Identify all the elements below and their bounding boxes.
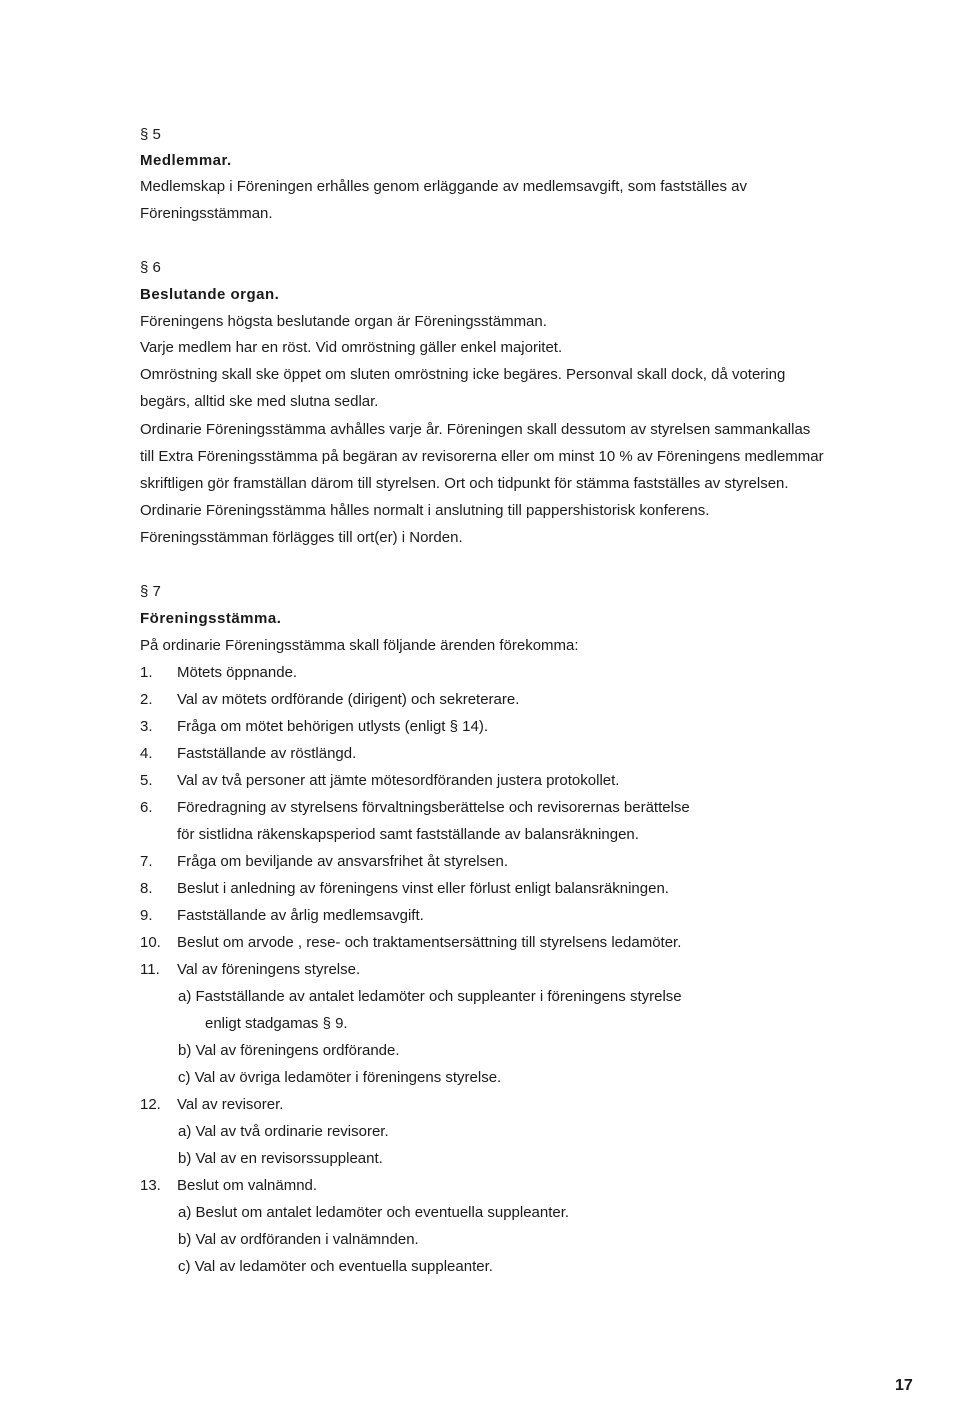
item-number: 5. xyxy=(140,772,153,789)
item-number: 3. xyxy=(140,718,153,735)
list-item: Fråga om mötet behörigen utlysts (enligt § 14). xyxy=(177,718,488,735)
sub-item: a) Beslut om antalet ledamöter och eventuella suppleanter. xyxy=(178,1204,570,1221)
item-number: 10. xyxy=(140,934,161,951)
item-number: 12. xyxy=(140,1096,161,1113)
paragraph-line: Medlemskap i Föreningen erhålles genom erläggande av medlemsavgift, som fastställes av xyxy=(140,178,747,195)
item-number: 8. xyxy=(140,880,153,897)
list-item: Fråga om beviljande av ansvarsfrihet åt styrelsen. xyxy=(177,853,508,870)
list-item: Fastställande av röstlängd. xyxy=(177,745,357,762)
paragraph-line: Ordinarie Föreningsstämma avhålles varje år. Föreningen skall dessutom av styrelsen sammankallas xyxy=(140,421,811,438)
list-item: Beslut om arvode , rese- och traktamentsersättning till styrelsens ledamöter. xyxy=(177,934,682,951)
item-number: 6. xyxy=(140,799,153,816)
paragraph-line: till Extra Föreningsstämma på begäran av revisorerna eller om minst 10 % av Föreningens medlemmar xyxy=(140,448,824,465)
sub-item-continuation: enligt stadgamas § 9. xyxy=(205,1015,348,1032)
paragraph-line: Ordinarie Föreningsstämma hålles normalt i anslutning till pappershistorisk konferens. xyxy=(140,502,710,519)
section-5-number: § 5 xyxy=(140,126,161,143)
sub-item: b) Val av föreningens ordförande. xyxy=(178,1042,400,1059)
item-number: 1. xyxy=(140,664,153,681)
sub-item: c) Val av övriga ledamöter i föreningens styrelse. xyxy=(178,1069,502,1086)
list-item: Val av föreningens styrelse. xyxy=(177,961,361,978)
sub-item: a) Fastställande av antalet ledamöter och suppleanter i föreningens styrelse xyxy=(178,988,682,1005)
list-item: Beslut i anledning av föreningens vinst eller förlust enligt balansräkningen. xyxy=(177,880,669,897)
list-item: Val av två personer att jämte mötesordföranden justera protokollet. xyxy=(177,772,620,789)
paragraph-line: begärs, alltid ske med slutna sedlar. xyxy=(140,393,379,410)
paragraph-line: skriftligen gör framställan därom till styrelsen. Ort och tidpunkt för stämma fastställes av styrelsen. xyxy=(140,475,789,492)
item-number: 4. xyxy=(140,745,153,762)
paragraph-line: Föreningsstämman. xyxy=(140,205,273,222)
list-item: Mötets öppnande. xyxy=(177,664,298,681)
page-number: 17 xyxy=(895,1377,913,1394)
list-item: Beslut om valnämnd. xyxy=(177,1177,318,1194)
list-item-continuation: för sistlidna räkenskapsperiod samt fastställande av balansräkningen. xyxy=(177,826,639,843)
sub-item: b) Val av en revisorssuppleant. xyxy=(178,1150,383,1167)
section-7-heading: Föreningsstämma. xyxy=(140,610,282,627)
paragraph-line: Föreningsstämman förlägges till ort(er) i Norden. xyxy=(140,529,463,546)
list-item: Val av mötets ordförande (dirigent) och sekreterare. xyxy=(177,691,520,708)
item-number: 7. xyxy=(140,853,153,870)
sub-item: b) Val av ordföranden i valnämnden. xyxy=(178,1231,419,1248)
section-7-intro: På ordinarie Föreningsstämma skall följande ärenden förekomma: xyxy=(140,637,579,654)
section-7-number: § 7 xyxy=(140,583,161,600)
paragraph-line: Omröstning skall ske öppet om sluten omröstning icke begäres. Personval skall dock, då votering xyxy=(140,366,786,383)
section-5-heading: Medlemmar. xyxy=(140,152,232,169)
list-item: Fastställande av årlig medlemsavgift. xyxy=(177,907,424,924)
item-number: 11. xyxy=(140,961,160,978)
list-item: Föredragning av styrelsens förvaltningsberättelse och revisorernas berättelse xyxy=(177,799,690,816)
paragraph-line: Föreningens högsta beslutande organ är Föreningsstämman. xyxy=(140,313,547,330)
sub-item: a) Val av två ordinarie revisorer. xyxy=(178,1123,389,1140)
section-6-number: § 6 xyxy=(140,259,161,276)
item-number: 2. xyxy=(140,691,153,708)
paragraph-line: Varje medlem har en röst. Vid omröstning gäller enkel majoritet. xyxy=(140,339,563,356)
section-6-heading: Beslutande organ. xyxy=(140,286,280,303)
list-item: Val av revisorer. xyxy=(177,1096,284,1113)
item-number: 13. xyxy=(140,1177,161,1194)
item-number: 9. xyxy=(140,907,153,924)
sub-item: c) Val av ledamöter och eventuella suppleanter. xyxy=(178,1258,493,1275)
